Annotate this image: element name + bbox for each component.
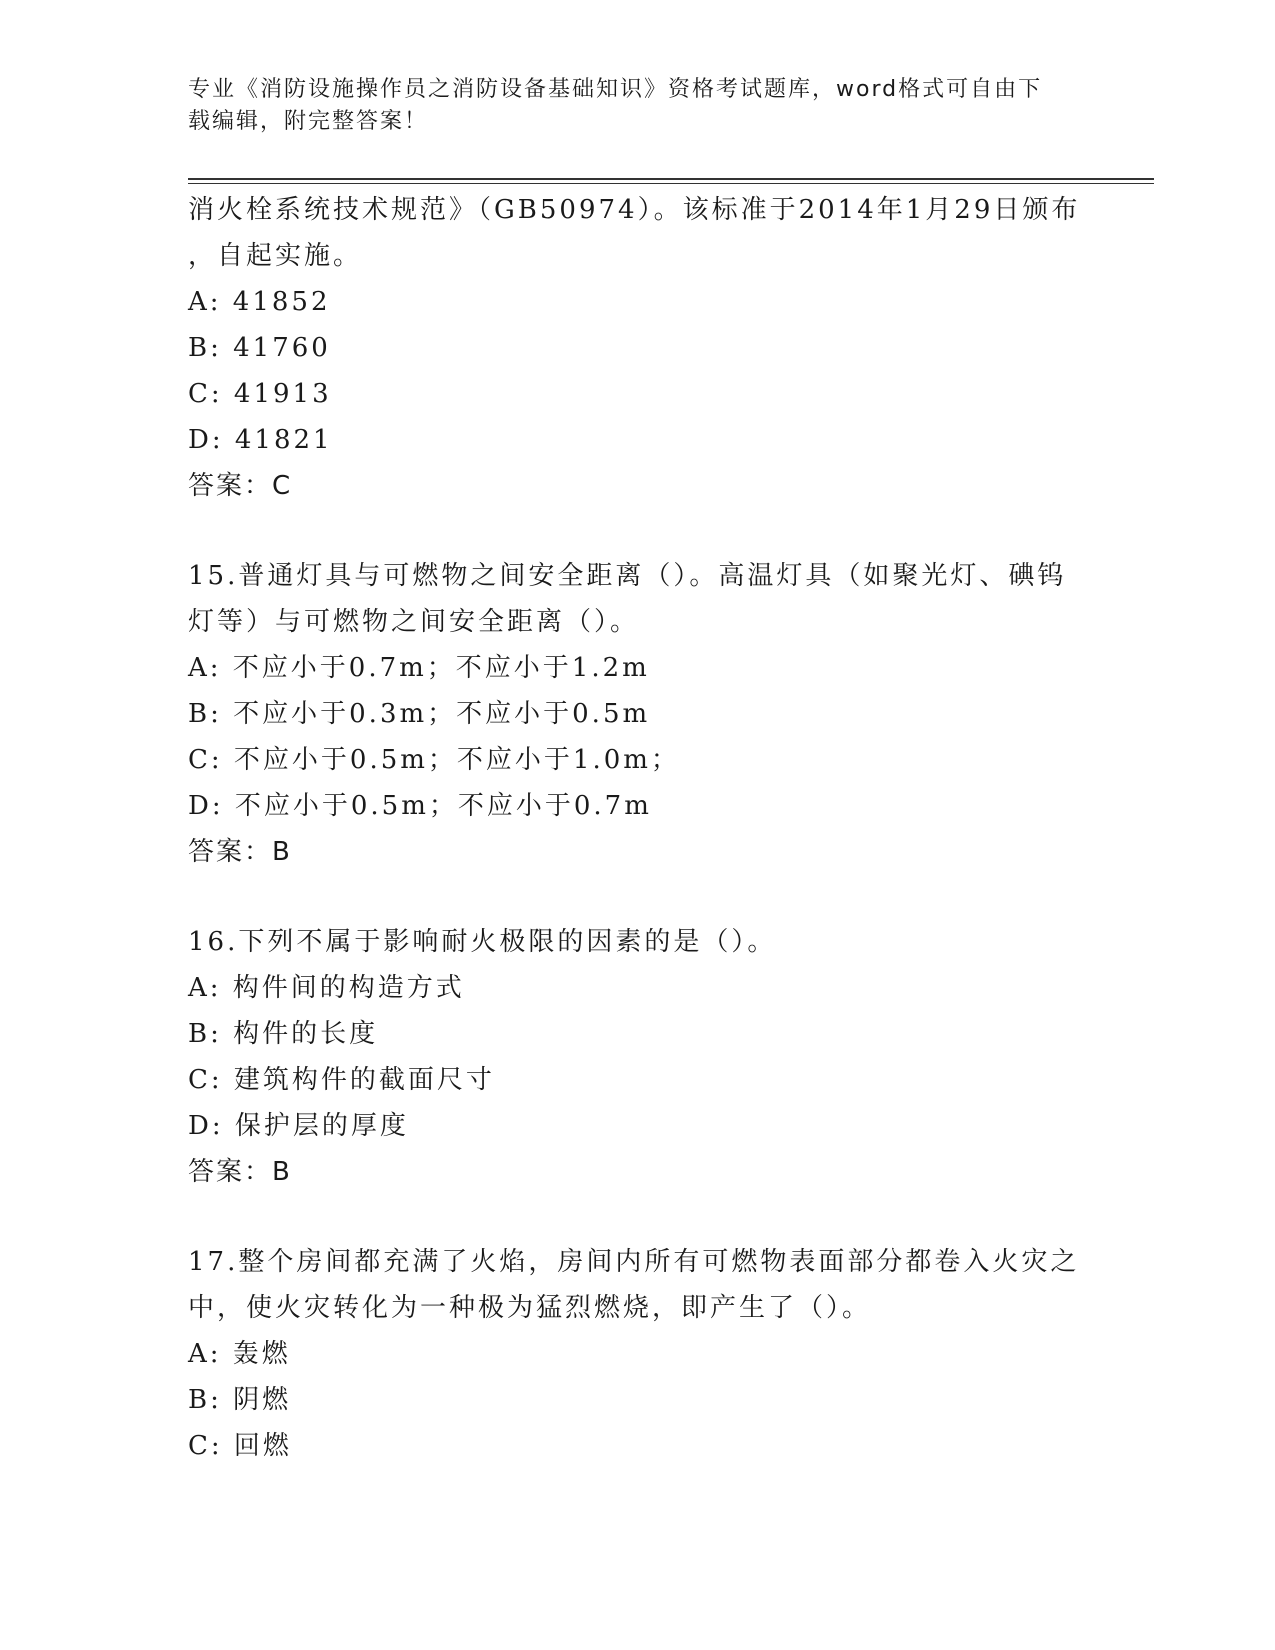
question-text-line: 15.普通灯具与可燃物之间安全距离（）。高温灯具（如聚光灯、碘钨 [188,561,1067,591]
header-divider-thin [188,183,1154,184]
header-line-1: 专业《消防设施操作员之消防设备基础知识》资格考试题库，word格式可自由下 [188,77,1043,102]
option-b: B: 阴燃 [188,1385,292,1415]
option-b: B: 41760 [188,333,331,363]
option-a: A: 构件间的构造方式 [188,973,465,1003]
answer-label: 答案：B [188,1157,292,1187]
option-a: A: 轰燃 [188,1339,291,1369]
question-text-line: 16.下列不属于影响耐火极限的因素的是（）。 [188,927,777,957]
question-text-line: 消火栓系统技术规范》（GB50974）。该标准于2014年1月29日颁布 [188,195,1081,225]
option-d: D: 保护层的厚度 [188,1111,409,1141]
header-line-2: 载编辑，附完整答案！ [188,109,429,134]
question-14-continuation [188,187,1088,509]
option-d: D: 41821 [188,425,333,455]
option-c: C: 建筑构件的截面尺寸 [188,1065,495,1095]
option-d: D: 不应小于0.5m；不应小于0.7m [188,791,652,821]
option-a: A: 41852 [188,287,331,317]
option-a: A: 不应小于0.7m；不应小于1.2m [188,653,650,683]
header-divider-thick [188,178,1154,180]
question-content [188,187,1088,1469]
option-c: C: 不应小于0.5m；不应小于1.0m； [188,745,680,775]
option-b: B: 构件的长度 [188,1019,379,1049]
question-text-line: 灯等）与可燃物之间安全距离（）。 [188,607,640,637]
question-15 [188,553,1088,875]
question-17 [188,1239,1088,1469]
question-text-line: ，自起实施。 [188,241,363,271]
question-16 [188,919,1088,1195]
question-text-line: 中，使火灾转化为一种极为猛烈燃烧，即产生了（）。 [188,1293,872,1323]
answer-label: 答案：C [188,471,293,501]
option-b: B: 不应小于0.3m；不应小于0.5m [188,699,651,729]
document-header [188,74,1068,138]
question-text-line: 17.整个房间都充满了火焰，房间内所有可燃物表面部分都卷入火灾之 [188,1247,1080,1277]
option-c: C: 41913 [188,379,332,409]
option-c: C: 回燃 [188,1431,292,1461]
answer-label: 答案：B [188,837,292,867]
